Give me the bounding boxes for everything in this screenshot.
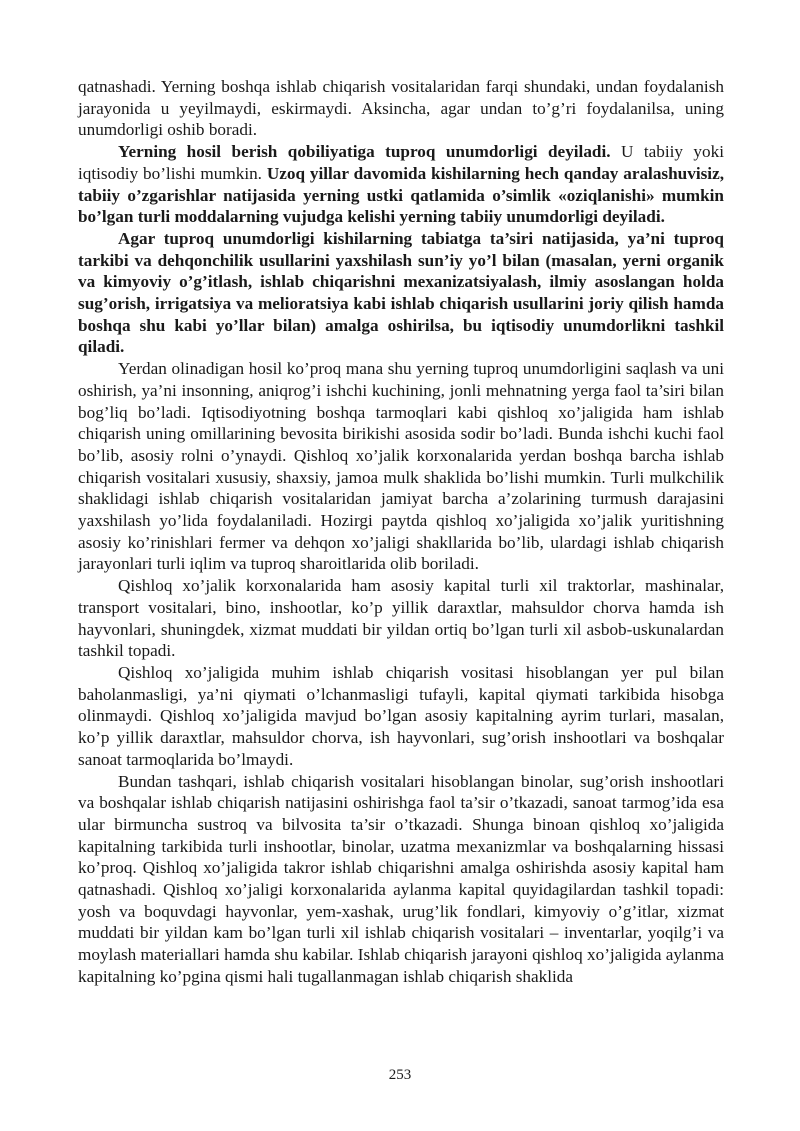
- paragraph-text: Qishloq xo’jaligida muhim ishlab chiqarish vositasi hisoblangan yer pul bilan baholanmasligi, ya’ni qiymati o’lchanmasligi tufayli, kapital qiymati tarkibida hisobga olinmaydi. Qishloq xo’jaligida mavjud bo’lgan asosiy kapitalning ayrim turlari, masalan, ko’p yillik daraxtlar, mahsuldor chorva, ish hayvonlari, sug’orish inshootlari va boshqalar sanoat tarmoqlarida bo’lmaydi.: [78, 662, 724, 769]
- paragraph-6: [78, 662, 724, 771]
- paragraph-3: [78, 228, 724, 358]
- definition-natural-fertility: Uzoq yillar davomida kishilarning hech qanday aralashuvisiz, tabiiy o’zgarishlar natijasida yerning ustki qatlamida o’simlik «oziqlanishi» mumkin bo’lgan turli moddalarning vujudga kelishi yerning tabiiy unumdorligi deyiladi.: [78, 163, 724, 227]
- page-number: 253: [388, 1067, 412, 1083]
- paragraph-text: Yerdan olinadigan hosil ko’proq mana shu yerning tuproq unumdorligini saqlash va uni oshirish, ya’ni insonning, aniqrog’i ishchi kuchining, jonli mehnatning yerga faol ta’siri bilan bog’liq bo’ladi. Iqtisodiyotning boshqa tarmoqlari kabi qishloq xo’jaligida ham ishlab chiqarish uning omillarining bevosita birikishi asosida sodir bo’ladi. Bunda ishchi kuchi faol bo’lib, asosiy rolni o’ynaydi. Qishloq xo’jalik korxonalarida yerdan boshqa barcha ishlab chiqarish vositalari xususiy, shaxsiy, jamoa mulk shaklida bo’lishi mumkin. Turli mulkchilik shaklidagi ishlab chiqarish vositalaridan jamiyat barcha a’zolarining turmush darajasini yaxshilash yo’lida foydalaniladi. Hozirgi paytda qishloq xo’jaligida xo’jalik yuritishning asosiy ko’rinishlari fermer va dehqon xo’jaligi shakllarida bo’lib, ulardagi ishlab chiqarish jarayonlari turli iqlim va tuproq sharoitlarida olib boriladi.: [78, 359, 724, 574]
- paragraph-text: Bundan tashqari, ishlab chiqarish vositalari hisoblangan binolar, sug’orish inshootlari va boshqalar ishlab chiqarish natijasini oshirishga faol ta’sir o’tkazadi, sanoat tarmog’ida esa ular birmuncha sustroq va bilvosita ta’sir o’tkazadi. Shunga binoan qishloq xo’jaligida kapitalning tarkibida turli inshootlar, binolar, uzatma mexanizmlar va boshqalarning hissasi ko’proq. Qishloq xo’jaligida takror ishlab chiqarishni amalga oshirishda asosiy kapital ham qatnashadi. Qishloq xo’jaligi korxonalarida aylanma kapital quyidagilardan tashkil topadi: yosh va boquvdagi hayvonlar, yem-xashak, urug’lik fondlari, kimyoviy o’g’itlar, xizmat muddati bir yildan kam bo’lgan turli xil ishlab chiqarish vositalari – inventarlar, yoqilg’i va moylash materiallari hamda shu kabilar. Ishlab chiqarish jarayoni qishloq xo’jaligida aylanma kapitalning ko’pgina qismi hali tugallanmagan ishlab chiqarish shaklida: [78, 771, 724, 986]
- definition-economic-fertility: Agar tuproq unumdorligi kishilarning tabiatga ta’siri natijasida, ya’ni tuproq tarkibi va dehqonchilik usullarini yaxshilash sun’iy yo’l bilan (masalan, yerni organik va kimyoviy o’g’itlash, ishlab chiqarishni mexanizatsiyalash, ilmiy asoslangan holda sug’orish, irrigatsiya va melioratsiya kabi ishlab chiqarish usullarini joriy qilish hamda boshqa shu kabi yo’llar bilan) amalga oshirilsa, bu iqtisodiy unumdorlikni tashkil qiladi.: [78, 228, 724, 357]
- page-body: [78, 76, 724, 988]
- definition-soil-fertility: Yerning hosil berish qobiliyatiga tuproq unumdorligi deyiladi.: [118, 142, 611, 162]
- paragraph-1: [78, 76, 724, 141]
- paragraph-text: Qishloq xo’jalik korxonalarida ham asosiy kapital turli xil traktorlar, mashinalar, transport vositalari, bino, inshootlar, ko’p yillik daraxtlar, mahsuldor chorva hamda ish hayvonlari, shuningdek, xizmat muddati bir yildan ortiq bo’lgan turli xil asbob-uskunalardan tashkil topadi.: [78, 576, 724, 661]
- paragraph-text: qatnashadi. Yerning boshqa ishlab chiqarish vositalaridan farqi shundaki, undan foydalanish jarayonida u yeyilmaydi, eskirmaydi. Aksincha, agar undan to’g’ri foydalanilsa, uning unumdorligi oshib boradi.: [78, 77, 724, 140]
- paragraph-2: [78, 141, 724, 228]
- paragraph-4: [78, 358, 724, 575]
- paragraph-7: [78, 771, 724, 988]
- paragraph-text: U tabiiy yoki iqtisodiy bo’lishi mumkin.: [78, 142, 724, 183]
- paragraph-5: [78, 575, 724, 662]
